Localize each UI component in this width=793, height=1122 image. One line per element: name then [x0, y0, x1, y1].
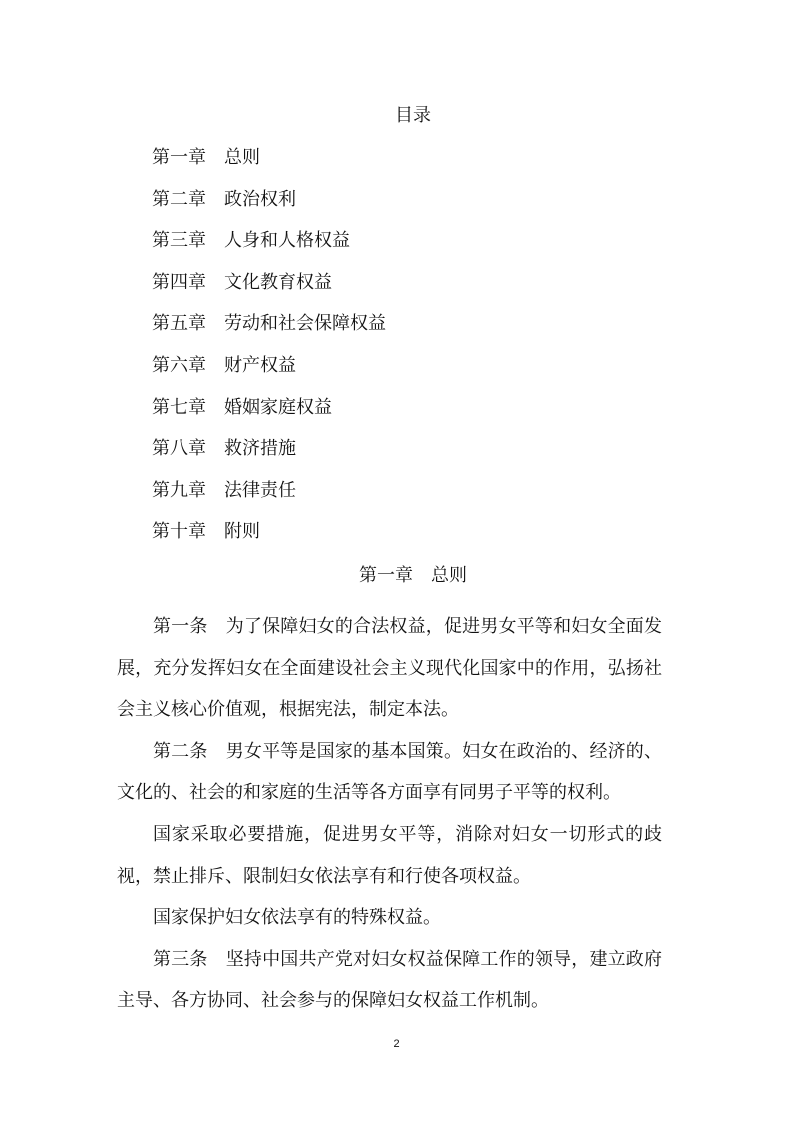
toc-chapter-title: 政治权利: [224, 188, 296, 210]
toc-chapter-number: 第九章: [152, 479, 206, 501]
toc-chapter-title: 财产权益: [224, 354, 296, 376]
toc-item: [152, 188, 386, 230]
toc-item: [152, 354, 386, 396]
toc-chapter-number: 第七章: [152, 396, 206, 418]
article-paragraph: 第二条 男女平等是国家的基本国策。妇女在政治的、经济的、文化的、社会的和家庭的生活等各方面享有同男子平等的权利。: [117, 740, 662, 804]
toc-chapter-number: 第六章: [152, 354, 206, 376]
toc-item: [152, 437, 386, 479]
toc-chapter-number: 第十章: [152, 521, 206, 543]
toc-chapter-title: 文化教育权益: [224, 271, 332, 293]
toc-chapter-number: 第一章: [152, 147, 206, 168]
toc-chapter-number: 第二章: [152, 188, 206, 210]
article-paragraph: 第三条 坚持中国共产党对妇女权益保障工作的领导，建立政府主导、各方协同、社会参与的保障妇女权益工作机制。: [117, 948, 662, 1012]
toc-item: [152, 520, 386, 562]
toc-item: [152, 146, 386, 188]
chapter-body: [117, 606, 662, 1022]
page-number: 2: [393, 1038, 400, 1050]
toc-item: [152, 271, 386, 313]
toc-item: [152, 229, 386, 271]
toc-chapter-number: 第四章: [152, 271, 206, 293]
toc-chapter-title: 婚姻家庭权益: [224, 396, 332, 418]
toc-chapter-title: 法律责任: [224, 479, 296, 501]
toc-item: [152, 312, 386, 354]
toc-chapter-title: 救济措施: [224, 438, 296, 460]
chapter-heading: 第一章 总则: [359, 565, 467, 586]
table-of-contents: [152, 146, 386, 562]
toc-title: 目录: [395, 105, 431, 126]
toc-item: [152, 396, 386, 438]
article-paragraph: 国家保护妇女依法享有的特殊权益。: [153, 907, 441, 929]
toc-chapter-number: 第八章: [152, 438, 206, 460]
article-paragraph: 国家采取必要措施，促进男女平等，消除对妇女一切形式的歧视，禁止排斥、限制妇女依法享有和行使各项权益。: [117, 823, 662, 887]
toc-chapter-title: 总则: [224, 147, 260, 168]
toc-chapter-title: 附则: [224, 521, 260, 543]
article-paragraph: 第一条 为了保障妇女的合法权益，促进男女平等和妇女全面发展，充分发挥妇女在全面建设社会主义现代化国家中的作用，弘扬社会主义核心价值观，根据宪法，制定本法。: [117, 616, 662, 721]
toc-chapter-number: 第五章: [152, 313, 206, 335]
toc-chapter-title: 劳动和社会保障权益: [224, 313, 386, 335]
toc-item: [152, 479, 386, 521]
toc-chapter-number: 第三章: [152, 230, 206, 252]
toc-chapter-title: 人身和人格权益: [224, 230, 350, 252]
